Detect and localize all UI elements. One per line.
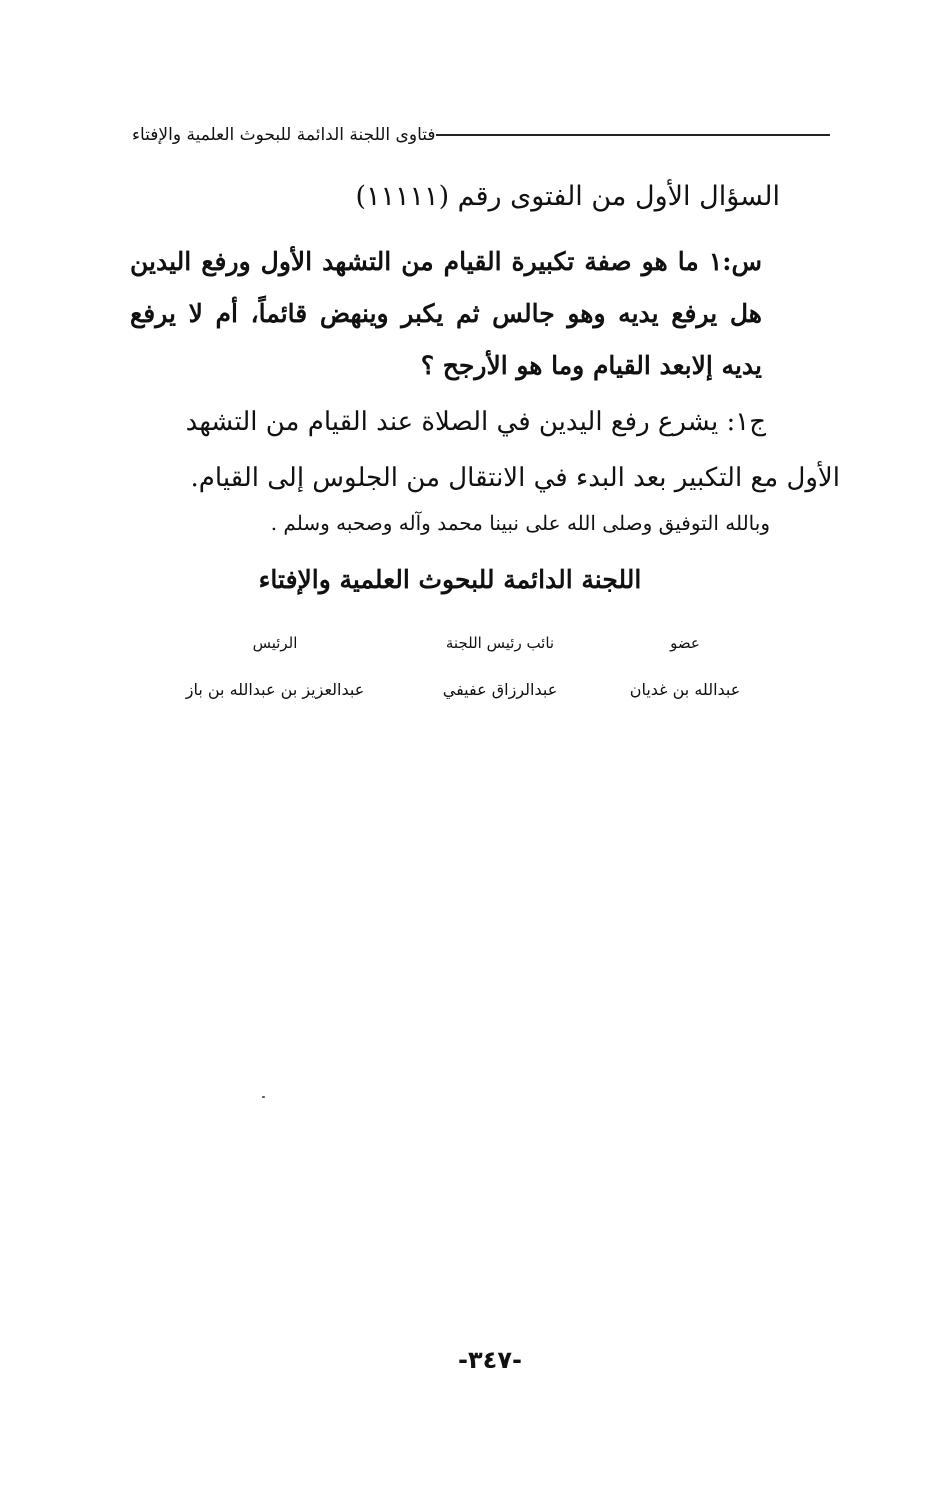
member-role: عضو [670, 634, 700, 652]
header-rule [436, 134, 830, 136]
answer-text [130, 394, 840, 506]
question-text: س:١ ما هو صفة تكبيرة القيام من التشهد الأول ورفع اليدين هل يرفع يديه وهو جالس ثم يكبر وينهض قائماً، أم لا يرفع يديه إلابعد القيام وما هو الأرجح ؟ [130, 247, 762, 380]
fatwa-title: السؤال الأول من الفتوى رقم (١١١١١) [355, 181, 780, 212]
member-name: عبدالله بن غديان [629, 679, 741, 699]
running-header [132, 120, 838, 150]
chair-role: الرئيس [252, 634, 298, 652]
closing-formula: وبالله التوفيق وصلى الله على نبينا محمد وآله وصحبه وسلم . [270, 511, 770, 535]
header-title: فتاوى اللجنة الدائمة للبحوث العلمية والإفتاء [132, 125, 436, 145]
answer-line-2: الأول مع التكبير بعد البدء في الانتقال من الجلوس إلى القيام. [190, 463, 840, 493]
signature-block [160, 620, 760, 712]
signature-roles-row [160, 620, 760, 666]
page-number: -٣٤٧- [458, 1346, 522, 1374]
signature-names-row [160, 666, 760, 712]
vice-chair-name: عبدالرزاق عفيفي [442, 679, 558, 699]
chair-name: عبدالعزيز بن عبدالله بن باز [185, 679, 365, 699]
answer-line-1: ج١: يشرع رفع اليدين في الصلاة عند القيام من التشهد [185, 407, 766, 437]
vice-chair-role: نائب رئيس اللجنة [445, 634, 555, 652]
committee-name: اللجنة الدائمة للبحوث العلمية والإفتاء [258, 565, 642, 594]
print-speck [262, 1096, 265, 1098]
